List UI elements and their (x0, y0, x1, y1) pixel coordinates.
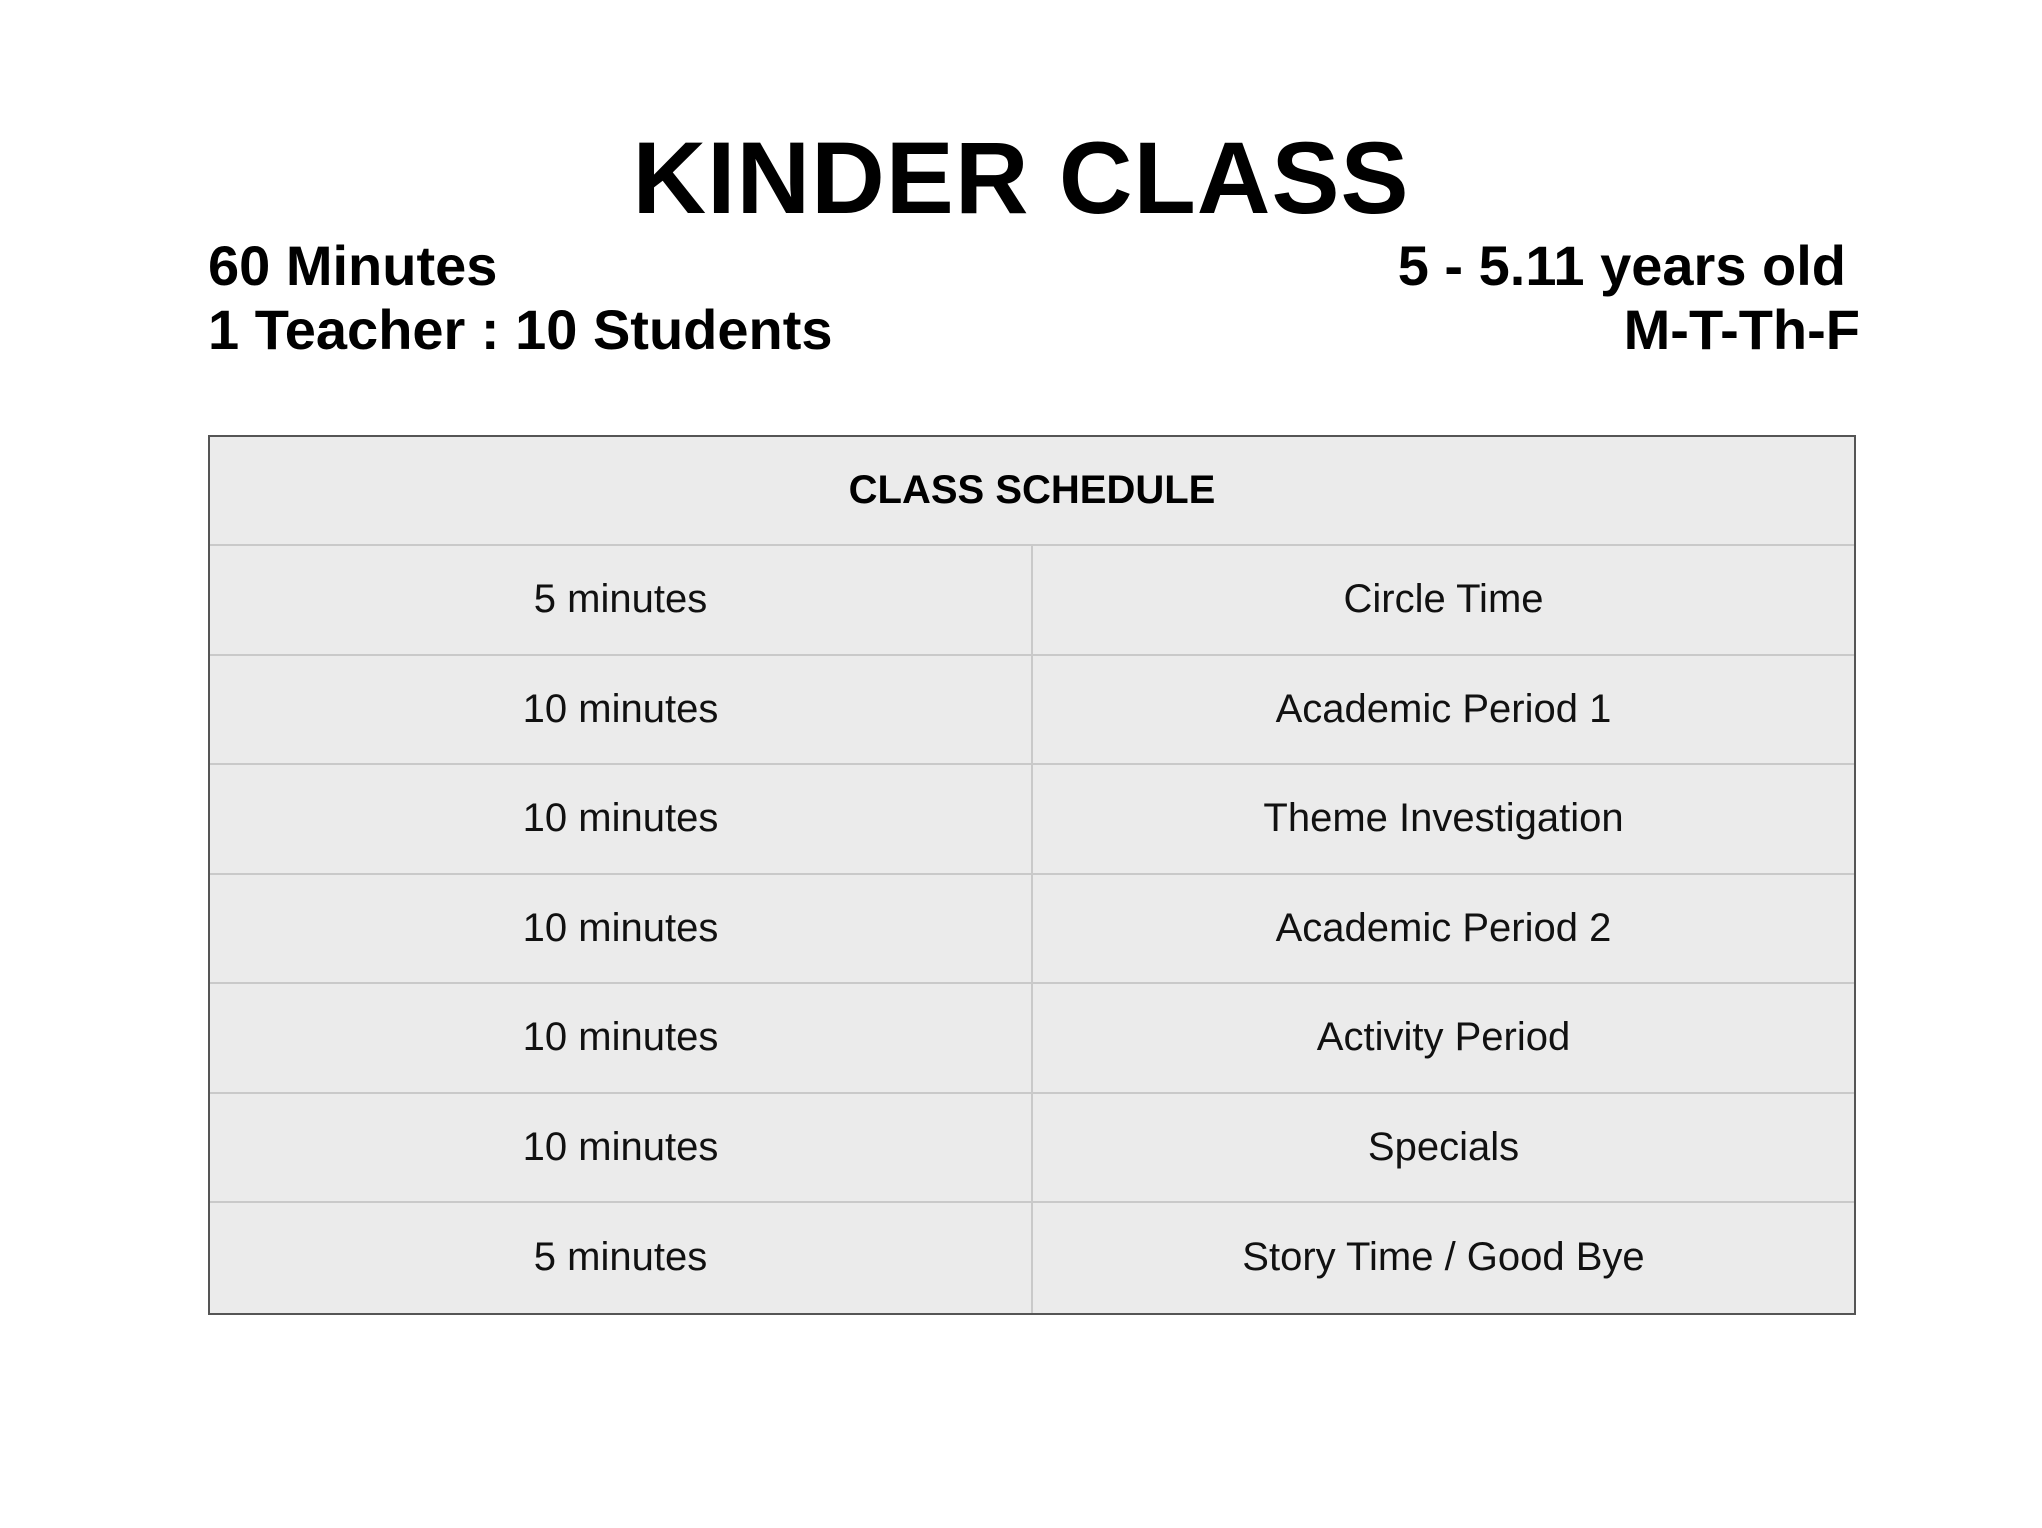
class-days: M-T-Th-F (1623, 298, 1860, 361)
row-activity: Theme Investigation (1263, 796, 1624, 841)
row-duration: 10 minutes (210, 984, 1033, 1092)
age-range: 5 - 5.11 years old (1397, 234, 1846, 297)
schedule-table (208, 435, 1856, 1315)
table-row (210, 1094, 1854, 1204)
page-title: KINDER CLASS (632, 121, 1410, 235)
table-row (210, 984, 1854, 1094)
row-duration: 10 minutes (210, 765, 1033, 873)
row-duration: 10 minutes (210, 875, 1033, 983)
row-activity: Circle Time (1343, 577, 1544, 622)
table-row (210, 765, 1854, 875)
class-duration: 60 Minutes (208, 234, 498, 297)
table-row (210, 656, 1854, 766)
row-activity: Academic Period 2 (1275, 905, 1612, 950)
row-activity: Activity Period (1316, 1015, 1571, 1060)
row-duration: 5 minutes (210, 1203, 1033, 1313)
row-duration: 10 minutes (210, 1094, 1033, 1202)
row-duration: 10 minutes (210, 656, 1033, 764)
schedule-header: CLASS SCHEDULE (210, 437, 1854, 546)
row-activity: Specials (1367, 1124, 1520, 1169)
table-row (210, 1203, 1854, 1313)
table-row (210, 546, 1854, 656)
row-duration: 5 minutes (210, 546, 1033, 654)
table-row (210, 875, 1854, 985)
row-activity: Story Time / Good Bye (1242, 1235, 1645, 1280)
teacher-student-ratio: 1 Teacher : 10 Students (208, 298, 833, 361)
row-activity: Academic Period 1 (1275, 686, 1612, 731)
